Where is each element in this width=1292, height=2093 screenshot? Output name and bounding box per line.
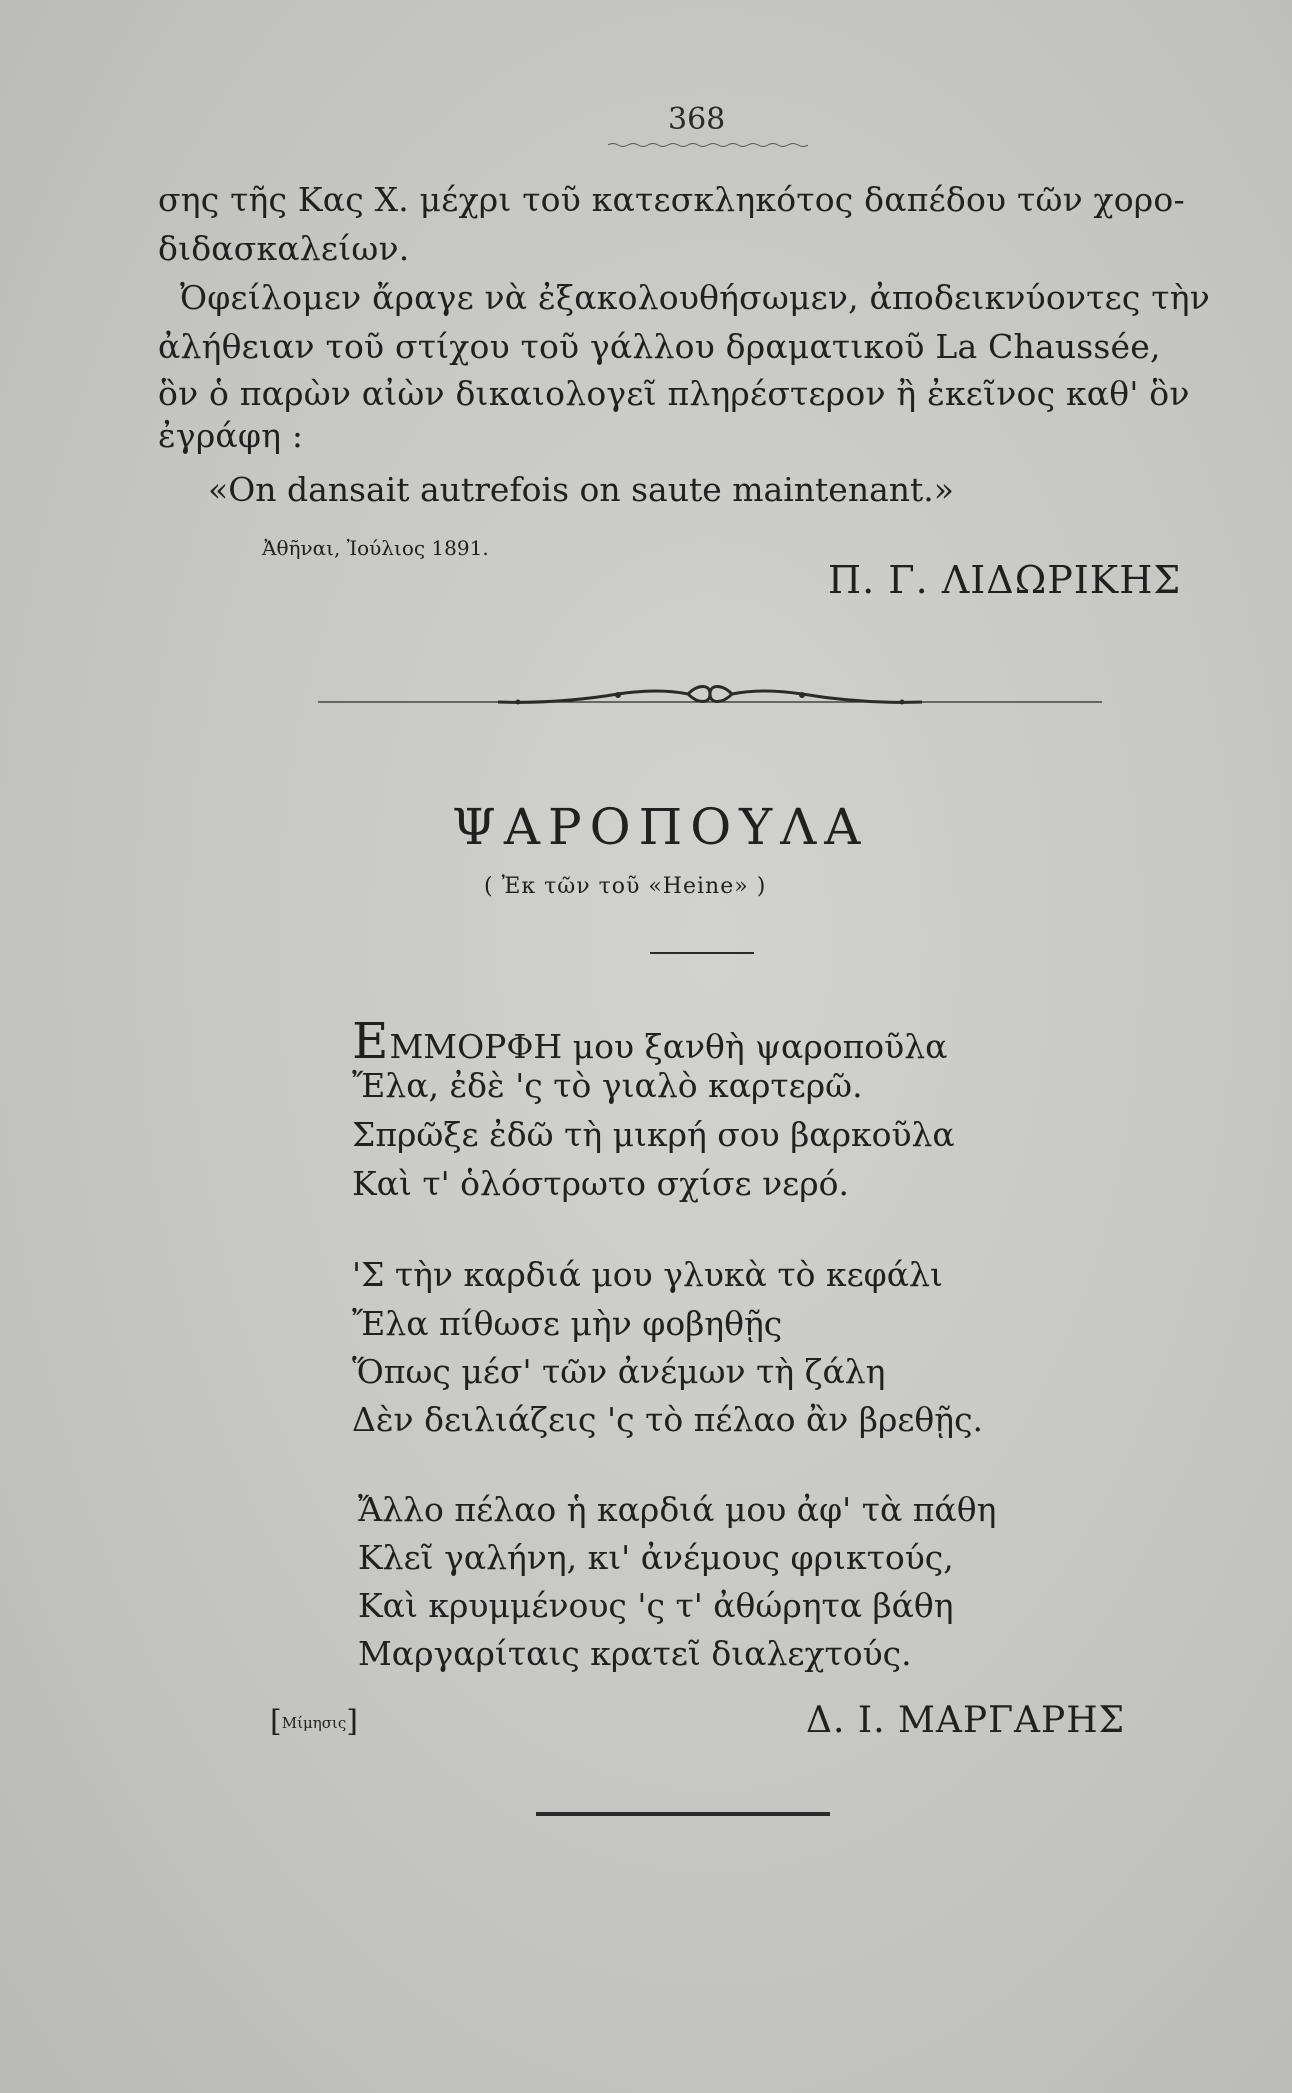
verse-line: Ἄλλο πέλαο ἡ καρδιά μου ἀφ' τὰ πάθη [358, 1490, 997, 1529]
poem-source-note: [Μίμησις] [270, 1704, 358, 1739]
prose-line: διδασκαλείων. [158, 229, 410, 268]
prose-line: ὃν ὁ παρὼν αἰὼν δικαιολογεῖ πληρέστερον ἢ ἐκεῖνος καθ' ὃν [158, 374, 1190, 413]
ornamental-divider [318, 680, 1102, 720]
prose-line: ἐγράφη : [158, 416, 304, 455]
verse-line: Σπρῶξε ἐδῶ τὴ μικρή σου βαρκοῦλα [352, 1115, 955, 1154]
prose-line: σης τῆς Κας Χ. μέχρι τοῦ κατεσκληκότος δαπέδου τῶν χορο- [158, 180, 1185, 219]
closing-rule [536, 1812, 830, 1816]
poem-title: ΨΑΡΟΠΟΥΛΑ [452, 798, 869, 856]
french-quote: «On dansait autrefois on saute maintenant.» [208, 470, 954, 509]
verse-line: Δὲν δειλιάζεις 'ς τὸ πέλαο ἂν βρεθῇς. [352, 1400, 984, 1439]
prose-line: Ὀφείλομεν ἄραγε νὰ ἐξακολουθήσωμεν, ἀποδεικνύοντες τὴν [180, 278, 1210, 317]
first-word-caps: ΜΜΟΡΦΗ [389, 1027, 563, 1066]
page-number-wavy-rule [608, 142, 808, 148]
verse-line [352, 1012, 947, 1070]
poem-subtitle: ( Ἐκ τῶν τοῦ «Heine» ) [484, 874, 767, 899]
dateline: Ἀθῆναι, Ἰούλιος 1891. [262, 536, 489, 560]
drop-cap: Ε [352, 1012, 390, 1070]
verse-text: μου ξανθὴ ψαροποῦλα [562, 1027, 948, 1066]
page-number: 368 [668, 102, 726, 137]
title-rule [650, 952, 754, 954]
verse-line: Ὅπως μέσ' τῶν ἀνέμων τὴ ζάλη [352, 1352, 886, 1391]
verse-line: Κλεῖ γαλήνη, κι' ἀνέμους φρικτούς, [358, 1538, 954, 1577]
translator-signature: Δ. Ι. ΜΑΡΓΑΡΗΣ [806, 1700, 1126, 1741]
author-signature: Π. Γ. ΛΙΔΩΡΙΚΗΣ [828, 558, 1182, 602]
verse-line: 'Σ τὴν καρδιά μου γλυκὰ τὸ κεφάλι [352, 1255, 943, 1294]
verse-line: Καὶ τ' ὁλόστρωτο σχίσε νερό. [352, 1164, 850, 1203]
source-text: Μίμησις [281, 1714, 347, 1732]
verse-line: Ἔλα πίθωσε μὴν φοβηθῇς [352, 1304, 783, 1343]
verse-line: Μαργαρίταις κρατεῖ διαλεχτούς. [358, 1634, 912, 1673]
prose-line: ἀλήθειαν τοῦ στίχου τοῦ γάλλου δραματικοῦ La Chaussée, [158, 327, 1161, 366]
verse-line: Καὶ κρυμμένους 'ς τ' ἀθώρητα βάθη [358, 1586, 954, 1625]
verse-line: Ἔλα, ἐδὲ 'ς τὸ γιαλὸ καρτερῶ. [352, 1066, 863, 1105]
